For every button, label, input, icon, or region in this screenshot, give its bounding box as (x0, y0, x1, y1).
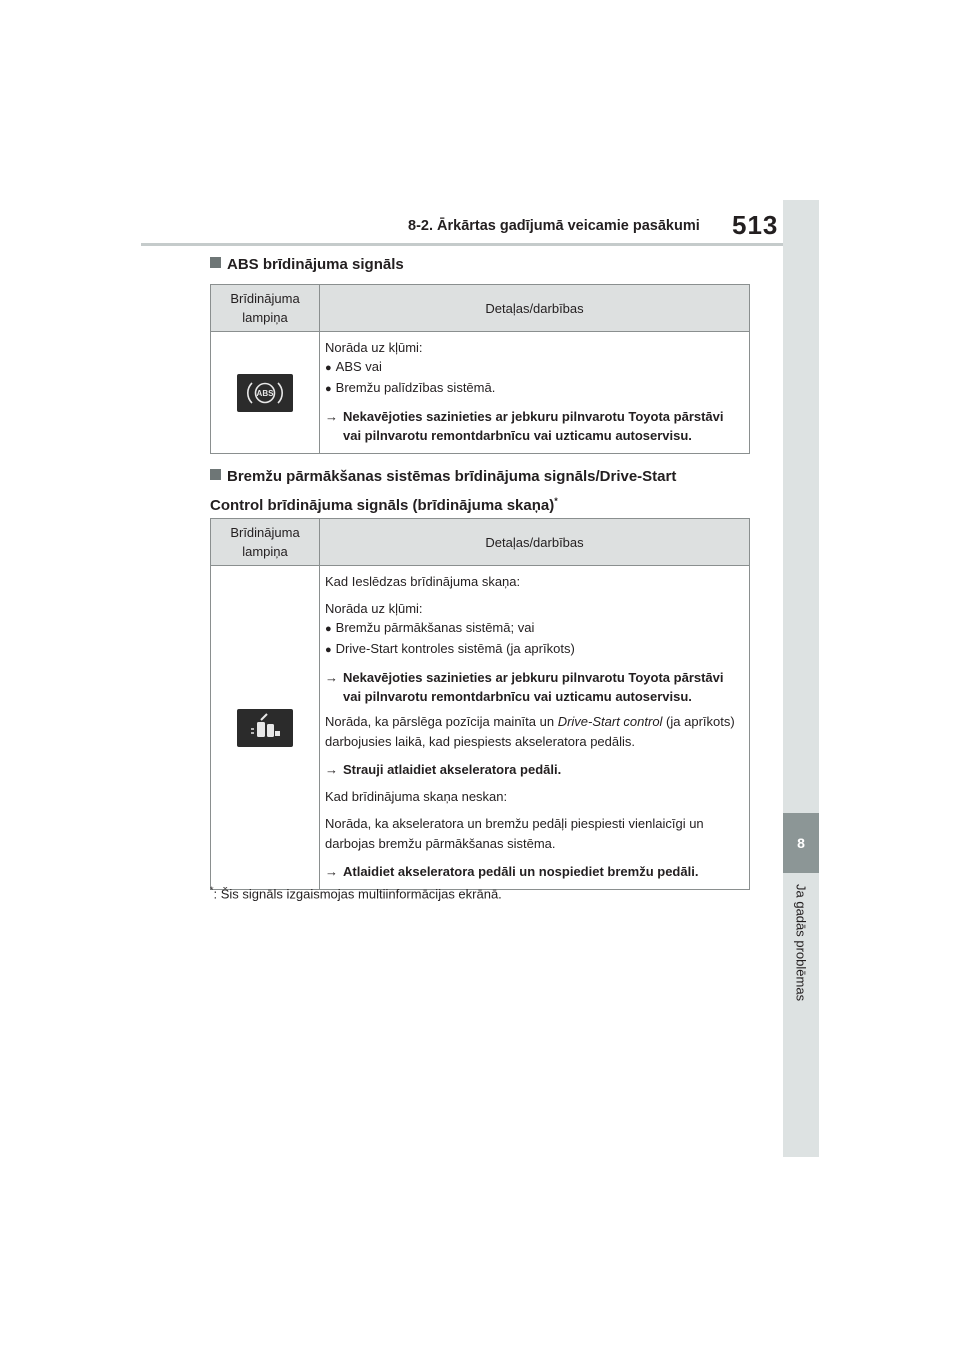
details-cell (320, 566, 750, 890)
arrow-icon: → (325, 670, 338, 685)
brake-action-2 (325, 760, 743, 779)
arrow-icon: → (325, 762, 338, 777)
col-lamp-header (211, 285, 320, 332)
section-marker-icon (210, 257, 221, 268)
abs-bullet-1: ● ABS vai (325, 357, 743, 378)
table-row (211, 566, 750, 890)
shift-note-pre: Norāda, ka pārslēga pozīcija mainīta un (325, 714, 558, 729)
details-cell (320, 332, 750, 454)
lamp-cell (211, 332, 320, 454)
pedal-warning-icon (237, 709, 293, 747)
table-row (211, 332, 750, 454)
brake-title-line1-text: Bremžu pārmākšanas sistēmas brīdinājuma signāls/Drive-Start (227, 468, 677, 485)
brake-title-line1 (210, 465, 676, 489)
brake-title-line2 (210, 489, 676, 518)
abs-section-title (210, 254, 404, 276)
header-rule (141, 243, 783, 246)
abs-warning-icon-graphic (237, 374, 293, 412)
abs-title-text: ABS brīdinājuma signāls (227, 256, 404, 273)
header-section-title: 8-2. Ārkārtas gadījumā veicamie pasākumi (408, 218, 700, 234)
brake-bullet-2: ● Drive-Start kontroles sistēmā (ja aprīkots) (325, 639, 743, 660)
brake-action-1 (325, 668, 743, 706)
shift-note-italic: Drive-Start control (557, 714, 663, 729)
brake-intro: Norāda uz kļūmi: (325, 601, 423, 616)
brake-action-3 (325, 862, 743, 881)
footnote-text: : Šis signāls izgaismojas multiinformācijas ekrānā. (213, 886, 502, 902)
abs-warning-table (210, 284, 750, 454)
table-header-row (211, 285, 750, 332)
abs-action (325, 407, 743, 445)
abs-bullet-2: ● Bremžu palīdzības sistēmā. (325, 378, 743, 399)
table-header-row (211, 519, 750, 566)
shift-note-post: (ja aprīkots) darbojusies laikā, kad piespiests akseleratora pedālis. (325, 714, 735, 749)
brake-section-title (210, 465, 676, 518)
section-marker-icon (210, 469, 221, 480)
arrow-icon: → (325, 864, 338, 879)
shift-change-note (325, 712, 743, 752)
chapter-title-vertical: Ja gadās problēmas (793, 884, 809, 1002)
lamp-cell (211, 566, 320, 890)
abs-intro: Norāda uz kļūmi: (325, 340, 423, 355)
chapter-number-tab: 8 (783, 813, 819, 873)
footnote-mark: * (210, 885, 214, 895)
footnote (210, 885, 502, 901)
abs-icon-label: ABS (256, 388, 274, 398)
abs-warning-icon (237, 374, 293, 412)
brake-action-2-text: Strauji atlaidiet akseleratora pedāli. (343, 762, 562, 777)
col-lamp-header (211, 519, 320, 566)
brake-warning-table (210, 518, 750, 890)
both-pedals-note: Norāda, ka akseleratora un bremžu pedāļi piespiesti vienlaicīgi un darbojas bremžu pārmākšanas sistēma. (325, 816, 704, 851)
col-details-header: Detaļas/darbības (320, 519, 750, 566)
pedal-warning-icon-graphic (237, 709, 293, 747)
footnote-mark: * (554, 496, 558, 506)
abs-action-text: Nekavējoties sazinieties ar jebkuru pilnvarotu Toyota pārstāvi vai pilnvarotu remontdarbnīcu vai uzticamu autoservisu. (343, 409, 724, 443)
when-sound-on: Kad Ieslēdzas brīdinājuma skaņa: (325, 574, 521, 589)
col-lamp-label: Brīdinājuma lampiņa (230, 291, 300, 325)
brake-action-1-text: Nekavējoties sazinieties ar jebkuru pilnvarotu Toyota pārstāvi vai pilnvarotu remontdarbnīcu vai uzticamu autoservisu. (343, 670, 724, 704)
when-sound-off: Kad brīdinājuma skaņa neskan: (325, 789, 508, 804)
col-details-header: Detaļas/darbības (320, 285, 750, 332)
brake-bullet-1: ● Bremžu pārmākšanas sistēmā; vai (325, 618, 743, 639)
page-number: 513 (732, 210, 779, 240)
brake-title-line2-text: Control brīdinājuma signāls (brīdinājuma skaņa) (210, 497, 555, 514)
arrow-icon: → (325, 409, 338, 424)
col-lamp-label: Brīdinājuma lampiņa (230, 525, 300, 559)
brake-action-3-text: Atlaidiet akseleratora pedāli un nospiediet bremžu pedāli. (343, 864, 699, 879)
